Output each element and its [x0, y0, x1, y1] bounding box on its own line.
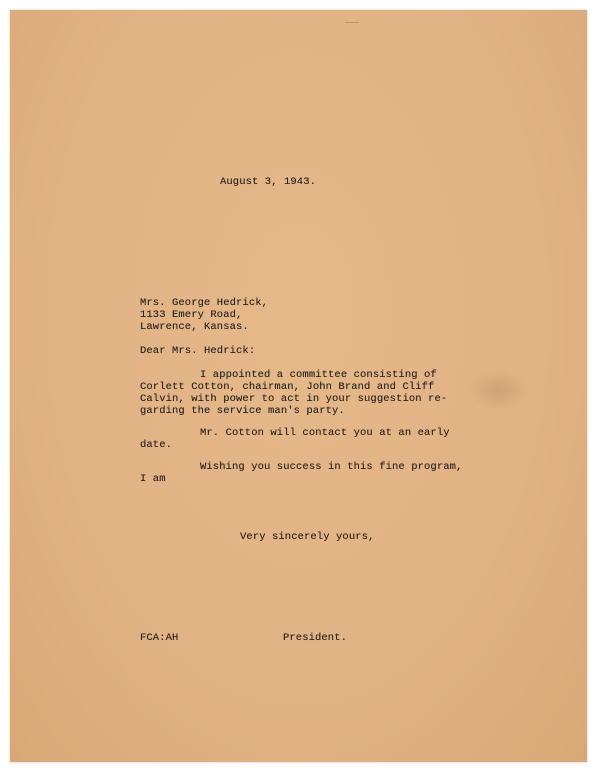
salutation: Dear Mrs. Hedrick: [140, 345, 256, 357]
recipient-city: Lawrence, Kansas. [140, 321, 249, 333]
body-line: Corlett Cotton, chairman, John Brand and Cliff [140, 381, 435, 393]
body-line: I am [140, 473, 166, 485]
recipient-street: 1133 Emery Road, [140, 309, 243, 321]
fold-mark [345, 22, 359, 29]
body-line: Calvin, with power to act in your suggestion re- [140, 393, 448, 405]
body-line: Mr. Cotton will contact you at an early [200, 427, 450, 439]
typist-initials: FCA:AH [140, 632, 179, 644]
recipient-name: Mrs. George Hedrick, [140, 297, 269, 309]
letter-date: August 3, 1943. [220, 176, 317, 188]
body-line: date. [140, 439, 173, 451]
body-line: Wishing you success in this fine program, [200, 461, 463, 473]
paper-stain [468, 370, 528, 410]
body-line: I appointed a committee consisting of [200, 369, 437, 381]
closing: Very sincerely yours, [240, 531, 375, 543]
body-line: garding the service man's party. [140, 405, 345, 417]
signature-title: President. [283, 632, 348, 644]
